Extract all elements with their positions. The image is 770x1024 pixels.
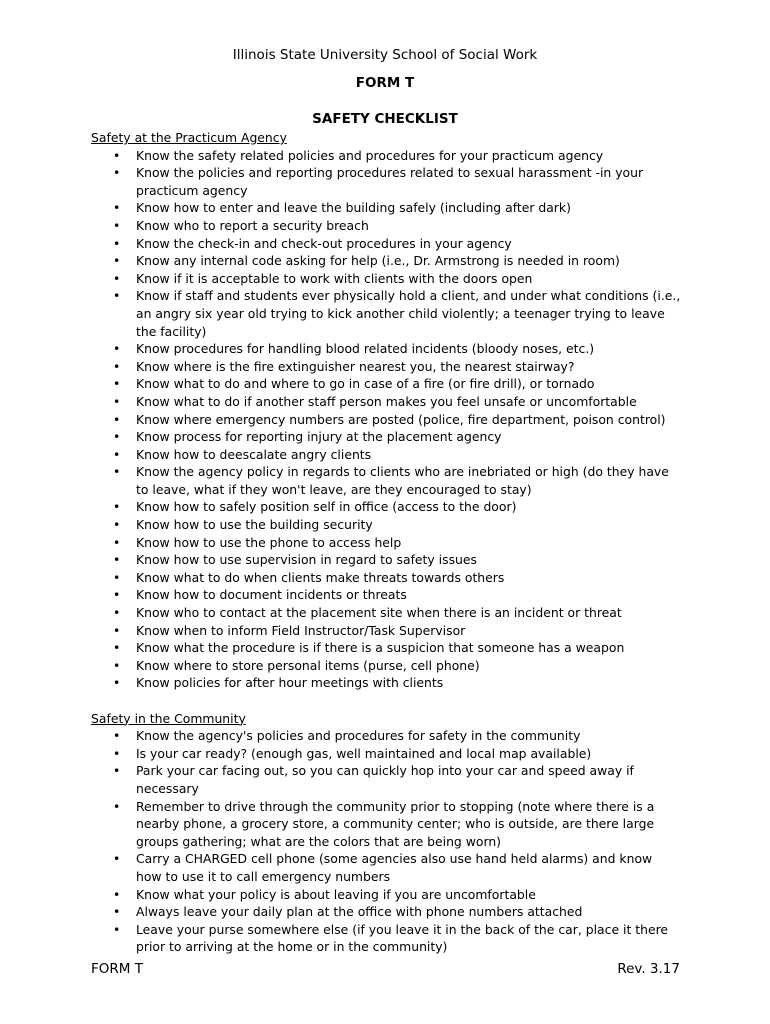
list-item-text: Know process for reporting injury at the placement agency: [136, 429, 502, 445]
practicum-checklist: [91, 147, 691, 692]
list-item: [91, 164, 681, 199]
list-item: [91, 287, 681, 340]
list-item-text: Know what to do when clients make threats towards others: [136, 569, 505, 585]
list-item: [91, 463, 681, 498]
section-heading-practicum: Safety at the Practicum Agency: [91, 130, 287, 145]
list-item: [91, 921, 681, 956]
list-item: [91, 375, 681, 393]
list-item-text: Know where emergency numbers are posted (police, fire department, poison control): [136, 411, 666, 427]
bullet-icon: •: [113, 517, 121, 533]
list-item-text: Leave your purse somewhere else (if you leave it in the back of the car, place it there prior to arriving at the home or in the community): [136, 921, 669, 955]
bullet-icon: •: [113, 341, 121, 357]
bullet-icon: •: [113, 429, 121, 445]
list-item: [91, 657, 681, 675]
list-item-text: Know who to report a security breach: [136, 217, 369, 233]
bullet-icon: •: [113, 147, 121, 163]
list-item-text: Always leave your daily plan at the office with phone numbers attached: [136, 904, 583, 920]
list-item-text: Know when to inform Field Instructor/Task Supervisor: [136, 622, 466, 638]
bullet-icon: •: [113, 446, 121, 462]
bullet-icon: •: [113, 569, 121, 585]
list-item-text: Know what to do and where to go in case of a fire (or fire drill), or tornado: [136, 376, 595, 392]
organization-name: Illinois State University School of Social Work: [232, 47, 538, 63]
list-item: [91, 428, 681, 446]
list-item: [91, 903, 681, 921]
list-item-text: Know the agency's policies and procedures for safety in the community: [136, 728, 581, 744]
list-item: [91, 199, 681, 217]
list-item-text: Know the check-in and check-out procedures in your agency: [136, 235, 512, 251]
list-item-text: Remember to drive through the community prior to stopping (note where there is a nearby phone, a grocery store, a community center; who is outside, are there large groups gathering; what are the colors that are being worn): [136, 798, 655, 849]
list-item: [91, 446, 681, 464]
list-item: [91, 604, 681, 622]
list-item: [91, 393, 681, 411]
bullet-icon: •: [113, 499, 121, 515]
list-item-text: Park your car facing out, so you can quickly hop into your car and speed away if necessary: [136, 763, 634, 796]
list-item: [91, 340, 681, 358]
bullet-icon: •: [113, 675, 121, 691]
bullet-icon: •: [113, 886, 121, 902]
list-item-text: Know where to store personal items (purse, cell phone): [136, 657, 480, 673]
bullet-icon: •: [113, 587, 121, 603]
bullet-icon: •: [113, 904, 121, 920]
footer-form-label: FORM T: [91, 961, 143, 977]
list-item: [91, 639, 681, 657]
list-item: [91, 745, 681, 763]
bullet-icon: •: [113, 235, 121, 251]
bullet-icon: •: [113, 763, 121, 779]
list-item-text: Know how to enter and leave the building safely (including after dark): [136, 200, 571, 216]
list-item: [91, 727, 681, 745]
bullet-icon: •: [113, 288, 121, 304]
list-item-text: Know how to safely position self in office (access to the door): [136, 499, 517, 515]
bullet-icon: •: [113, 921, 121, 937]
bullet-icon: •: [113, 358, 121, 374]
list-item: [91, 358, 681, 376]
list-item-text: Know how to deescalate angry clients: [136, 446, 372, 462]
list-item-text: Know how to document incidents or threats: [136, 587, 407, 603]
checklist-content: [91, 129, 691, 956]
list-item: [91, 762, 681, 797]
list-item: [91, 217, 681, 235]
document-title: SAFETY CHECKLIST: [312, 111, 458, 127]
bullet-icon: •: [113, 253, 121, 269]
list-item: [91, 411, 681, 429]
list-item-text: Know where is the fire extinguisher nearest you, the nearest stairway?: [136, 358, 575, 374]
list-item: [91, 622, 681, 640]
bullet-icon: •: [113, 640, 121, 656]
list-item: [91, 516, 681, 534]
bullet-icon: •: [113, 270, 121, 286]
list-item: [91, 551, 681, 569]
list-item-text: Know what the procedure is if there is a suspicion that someone has a weapon: [136, 640, 625, 656]
bullet-icon: •: [113, 728, 121, 744]
list-item-text: Know what your policy is about leaving if you are uncomfortable: [136, 886, 536, 902]
section-heading-community: Safety in the Community: [91, 710, 246, 726]
list-item-text: Know the policies and reporting procedures related to sexual harassment -in your practicum agency: [136, 165, 644, 198]
list-item-text: Is your car ready? (enough gas, well maintained and local map available): [136, 745, 592, 761]
bullet-icon: •: [113, 464, 121, 480]
bullet-icon: •: [113, 745, 121, 761]
bullet-icon: •: [113, 657, 121, 673]
bullet-icon: •: [113, 376, 121, 392]
bullet-icon: •: [113, 552, 121, 568]
footer-revision: Rev. 3.17: [617, 961, 680, 977]
list-item: [91, 674, 681, 692]
list-item: [91, 534, 681, 552]
list-item: [91, 569, 681, 587]
list-item-text: Know any internal code asking for help (i.e., Dr. Armstrong is needed in room): [136, 253, 620, 269]
bullet-icon: •: [113, 622, 121, 638]
list-item: [91, 235, 681, 253]
section-spacer: [91, 692, 691, 710]
list-item: [91, 850, 681, 885]
bullet-icon: •: [113, 411, 121, 427]
list-item-text: Know who to contact at the placement site when there is an incident or threat: [136, 605, 622, 621]
list-item-text: Know how to use supervision in regard to safety issues: [136, 552, 477, 568]
bullet-icon: •: [113, 534, 121, 550]
list-item: [91, 586, 681, 604]
bullet-icon: •: [113, 605, 121, 621]
bullet-icon: •: [113, 165, 121, 181]
list-item-text: Know how to use the phone to access help: [136, 534, 402, 550]
bullet-icon: •: [113, 851, 121, 867]
list-item-text: Know the agency policy in regards to clients who are inebriated or high (do they have to leave, what if they won't leave, are they encouraged to stay): [136, 464, 669, 497]
list-item: [91, 252, 681, 270]
list-item-text: Know what to do if another staff person makes you feel unsafe or uncomfortable: [136, 393, 637, 409]
bullet-icon: •: [113, 393, 121, 409]
list-item: [91, 270, 681, 288]
list-item-text: Know how to use the building security: [136, 517, 373, 533]
list-item-text: Carry a CHARGED cell phone (some agencies also use hand held alarms) and know how to use it to call emergency numbers: [136, 851, 653, 884]
list-item-text: Know if it is acceptable to work with clients with the doors open: [136, 270, 533, 286]
list-item: [91, 498, 681, 516]
form-label: FORM T: [355, 75, 415, 91]
list-item-text: Know if staff and students ever physically hold a client, and under what conditions (i.e., an angry six year old trying to kick another child violently; a teenager trying to leave the facility): [136, 288, 681, 339]
list-item-text: Know the safety related policies and procedures for your practicum agency: [136, 147, 604, 163]
bullet-icon: •: [113, 798, 121, 814]
bullet-icon: •: [113, 217, 121, 233]
list-item: [91, 798, 681, 851]
list-item-text: Know policies for after hour meetings with clients: [136, 675, 444, 691]
bullet-icon: •: [113, 200, 121, 216]
community-checklist: [91, 727, 691, 956]
list-item-text: Know procedures for handling blood related incidents (bloody noses, etc.): [136, 341, 595, 357]
list-item: [91, 147, 681, 165]
list-item: [91, 886, 681, 904]
